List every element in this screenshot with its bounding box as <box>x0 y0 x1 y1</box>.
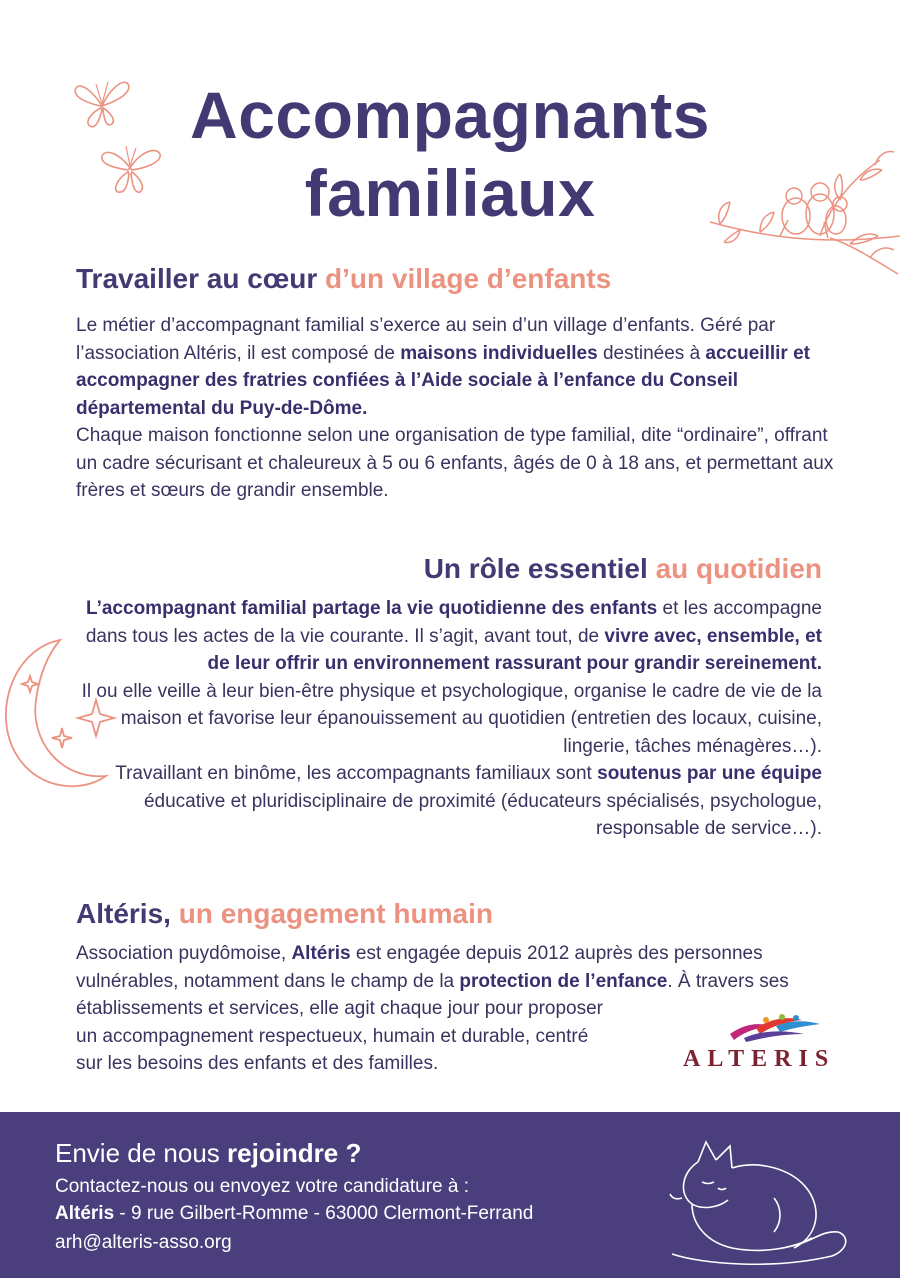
text: Le métier d’accompagnant familial s’exerce au sein d’un village d’enfants. Géré par l’association Altéris, il est composé de <box>76 315 776 364</box>
heading-part: Altéris, <box>76 898 179 929</box>
title-line-1: Accompagnants <box>190 78 710 152</box>
footer-org-name: Altéris <box>55 1203 115 1224</box>
page-title <box>0 76 900 232</box>
text: sur les besoins des enfants et des familles. <box>76 1053 439 1074</box>
text: Travaillant en binôme, les accompagnants familiaux sont <box>115 763 598 784</box>
text: Association puydômoise, <box>76 943 292 964</box>
footer-address-text: - 9 rue Gilbert-Romme - 63000 Clermont-Ferrand <box>114 1203 534 1224</box>
bold-text: Altéris <box>291 943 351 964</box>
bold-text: L’accompagnant familial partage la vie quotidienne des enfants <box>86 598 658 619</box>
section-paragraph-role <box>70 595 822 843</box>
footer-title <box>55 1137 361 1169</box>
text: Il ou elle veille à leur bien-être physique et psychologique, organise le cadre de vie de la maison et favorise leur épanouissement au quotidien (entretien des locaux, cuisine, lingerie, tâches ménagères…). <box>81 680 822 757</box>
bold-text: vivre avec, ensemble, et de leur offrir un environnement rassurant pour grandir sereinement. <box>207 625 822 674</box>
text: et les accompagne dans tous les actes de la vie courante. Il s’agit, avant tout, de <box>85 598 822 647</box>
footer-title-part: Envie de nous <box>55 1138 228 1168</box>
heading-part: Un rôle essentiel <box>423 553 656 584</box>
text: éducative et pluridisciplinaire de proximité (éducateurs spécialisés, psychologue, responsable de service…). <box>143 790 822 839</box>
footer-address <box>55 1201 533 1227</box>
bold-text: protection de l’enfance <box>459 970 668 992</box>
fox-icon <box>662 1138 852 1272</box>
heading-highlight: au quotidien <box>655 553 822 584</box>
alteris-logo-text: ALTERIS <box>683 1046 836 1072</box>
section-heading-role <box>424 552 822 586</box>
alteris-logo-mark <box>726 1010 826 1044</box>
section-heading-travailler <box>76 262 611 296</box>
text: destinées à <box>597 342 706 364</box>
bold-text: soutenus par une équipe <box>597 763 822 784</box>
text: est engagée depuis 2012 auprès des personnes vulnérables, notamment dans le champ de la <box>76 943 763 992</box>
section-heading-alteris <box>76 897 493 931</box>
bold-text: accueillir et accompagner des fratries confiées à l’Aide sociale à l’enfance du Conseil départemental du Puy-de-Dôme. <box>76 342 810 419</box>
footer-title-bold: rejoindre ? <box>227 1138 362 1168</box>
footer-contact-text: Contactez-nous ou envoyez votre candidature à : <box>55 1176 470 1197</box>
text: . À travers ses établissements et services, elle agit chaque jour pour proposer <box>76 970 789 1019</box>
bold-text: maisons individuelles <box>400 342 598 364</box>
heading-highlight: un engagement humain <box>178 898 493 929</box>
footer-email-link[interactable]: arh@alteris-asso.org <box>55 1232 232 1253</box>
text: un accompagnement respectueux, humain et durable, centré <box>76 1025 589 1047</box>
text: Chaque maison fonctionne selon une organisation de type familial, dite “ordinaire”, offrant un cadre sécurisant et chaleureux à 5 ou 6 enfants, âgés de 0 à 18 ans, et permettant aux frères et sœurs de grandir ensemble. <box>76 425 834 501</box>
title-line-2: familiaux <box>304 156 596 230</box>
heading-part: Travailler au cœur <box>76 263 325 294</box>
section-paragraph-travailler <box>76 312 836 505</box>
heading-highlight: d’un village d’enfants <box>325 263 612 294</box>
